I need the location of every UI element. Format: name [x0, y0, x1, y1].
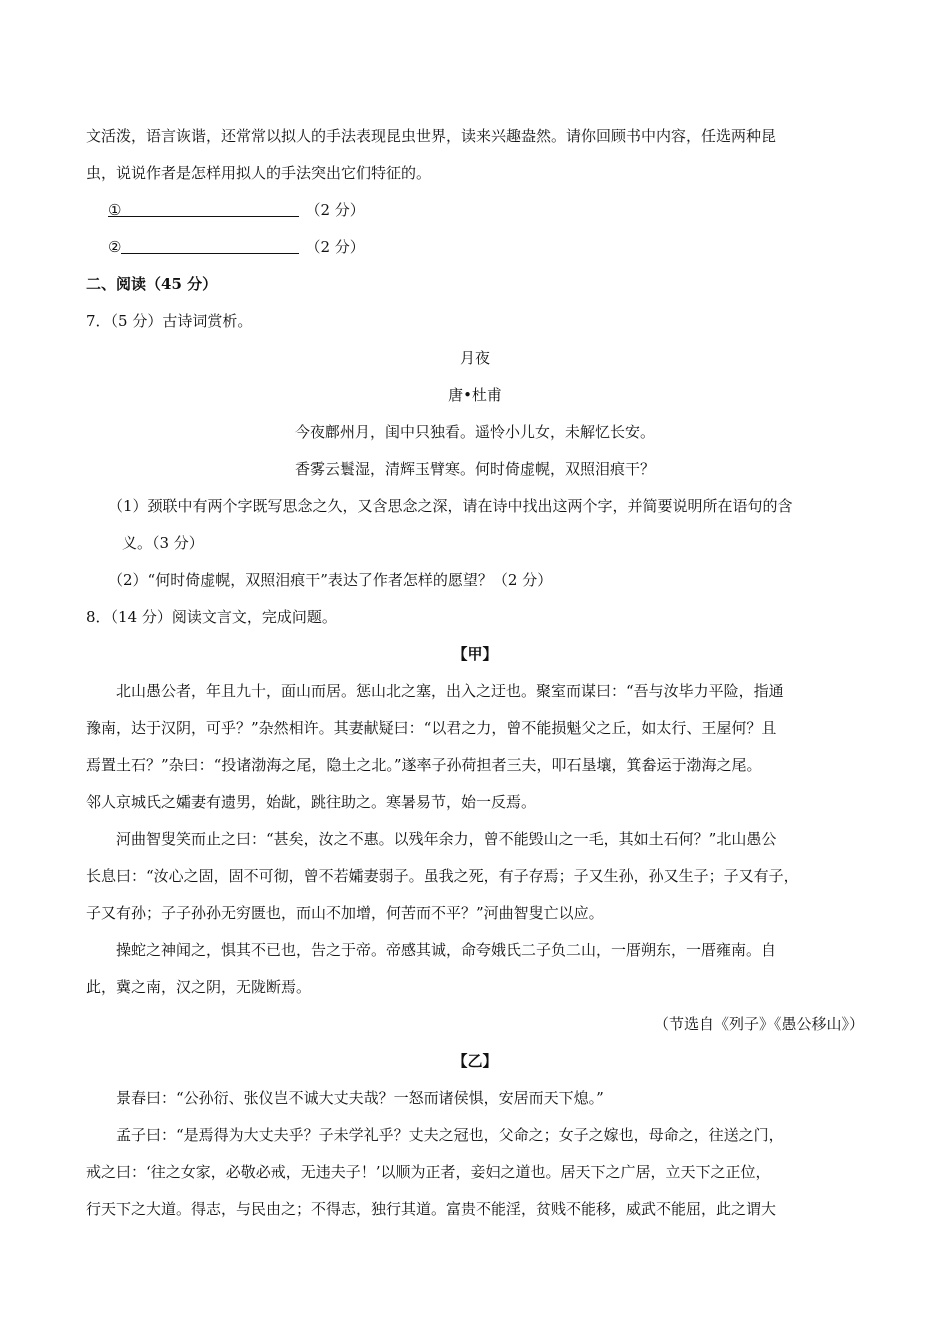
passage-yi-line: 戒之曰：‘往之女家，必敬必戒，无违夫子！’以顺为正者，妾妇之道也。居天下之广居，立天下之正位，: [86, 1163, 771, 1181]
poem-title: 月夜: [459, 349, 490, 367]
passage-yi-line: 景春曰：“公孙衍、张仪岂不诚大丈夫哉？一怒而诸侯惧，安居而天下熄。”: [116, 1089, 604, 1107]
question-7-stem: 7．（5 分）古诗词赏析。: [86, 312, 253, 330]
blank-marker: ①: [108, 201, 122, 219]
passage-jia-line: 河曲智叟笑而止之曰：“甚矣，汝之不惠。以残年余力，曾不能毁山之一毛，其如土石何？”北山愚公: [116, 830, 777, 848]
passage-jia-line: 豫南，达于汉阴，可乎？”杂然相许。其妻献疑曰：“以君之力，曾不能损魁父之丘，如太行、王屋何？且: [86, 719, 777, 737]
passage-jia-source: （节选自《列子》《愚公移山》）: [653, 1015, 864, 1033]
question-7-1: （1）颈联中有两个字既写思念之久，又含思念之深，请在诗中找出这两个字，并简要说明所在语句的含: [108, 497, 793, 515]
blank-score: （2 分）: [305, 238, 365, 256]
passage-jia-line: 子又有孙；子子孙孙无穷匮也，而山不加增，何苦而不平？”河曲智叟亡以应。: [86, 904, 604, 922]
passage-jia-line: 此，冀之南，汉之阴，无陇断焉。: [86, 978, 312, 996]
passage-jia-line: 操蛇之神闻之，惧其不已也，告之于帝。帝感其诚，命夸娥氏二子负二山，一厝朔东，一厝雍南。自: [116, 941, 777, 959]
blank-score: （2 分）: [305, 201, 365, 219]
answer-blank-1: [86, 192, 864, 229]
passage-jia-line: 焉置土石？”杂曰：“投诸渤海之尾，隐土之北。”遂率子孙荷担者三夫，叩石垦壤，箕畚运于渤海之尾。: [86, 756, 762, 774]
question-8-stem: 8．（14 分）阅读文言文，完成问题。: [86, 608, 337, 626]
section-heading: 二、阅读（45 分）: [86, 275, 218, 293]
poem-author: 唐•杜甫: [448, 386, 502, 404]
passage-jia-line: 北山愚公者，年且九十，面山而居。惩山北之塞，出入之迂也。聚室而谋曰：“吾与汝毕力平险，指通: [116, 682, 784, 700]
answer-underline[interactable]: [121, 233, 299, 254]
question-7-2: （2）“何时倚虚幌，双照泪痕干”表达了作者怎样的愿望？（2 分）: [108, 571, 553, 589]
passage-yi-line: 孟子曰：“是焉得为大丈夫乎？子未学礼乎？丈夫之冠也，父命之；女子之嫁也，母命之，往送之门，: [116, 1126, 784, 1144]
blank-marker: ②: [108, 238, 122, 256]
passage-jia-label: 【甲】: [452, 645, 498, 663]
poem-line: 今夜鄜州月，闺中只独看。遥怜小儿女，未解忆长安。: [294, 423, 655, 441]
answer-blank-2: [86, 229, 864, 266]
question-7-1-cont: 义。（3 分）: [122, 534, 204, 552]
answer-underline[interactable]: [121, 196, 299, 217]
passage-jia-line: 邻人京城氏之孀妻有遗男，始龀，跳往助之。寒暑易节，始一反焉。: [86, 793, 537, 811]
passage-yi-line: 行天下之大道。得志，与民由之；不得志，独行其道。富贵不能淫，贫贱不能移，威武不能屈，此之谓大: [86, 1200, 777, 1218]
intro-line: 虫，说说作者是怎样用拟人的手法突出它们特征的。: [86, 164, 432, 182]
passage-yi-label: 【乙】: [452, 1052, 498, 1070]
poem-line: 香雾云鬟湿，清辉玉臂寒。何时倚虚幌，双照泪痕干？: [294, 460, 655, 478]
intro-line: 文活泼，语言诙谐，还常常以拟人的手法表现昆虫世界，读来兴趣盎然。请你回顾书中内容，任选两种昆: [86, 127, 777, 145]
passage-jia-line: 长息曰：“汝心之固，固不可彻，曾不若孀妻弱子。虽我之死，有子存焉；子又生孙，孙又生子；子又有子，: [86, 867, 799, 885]
